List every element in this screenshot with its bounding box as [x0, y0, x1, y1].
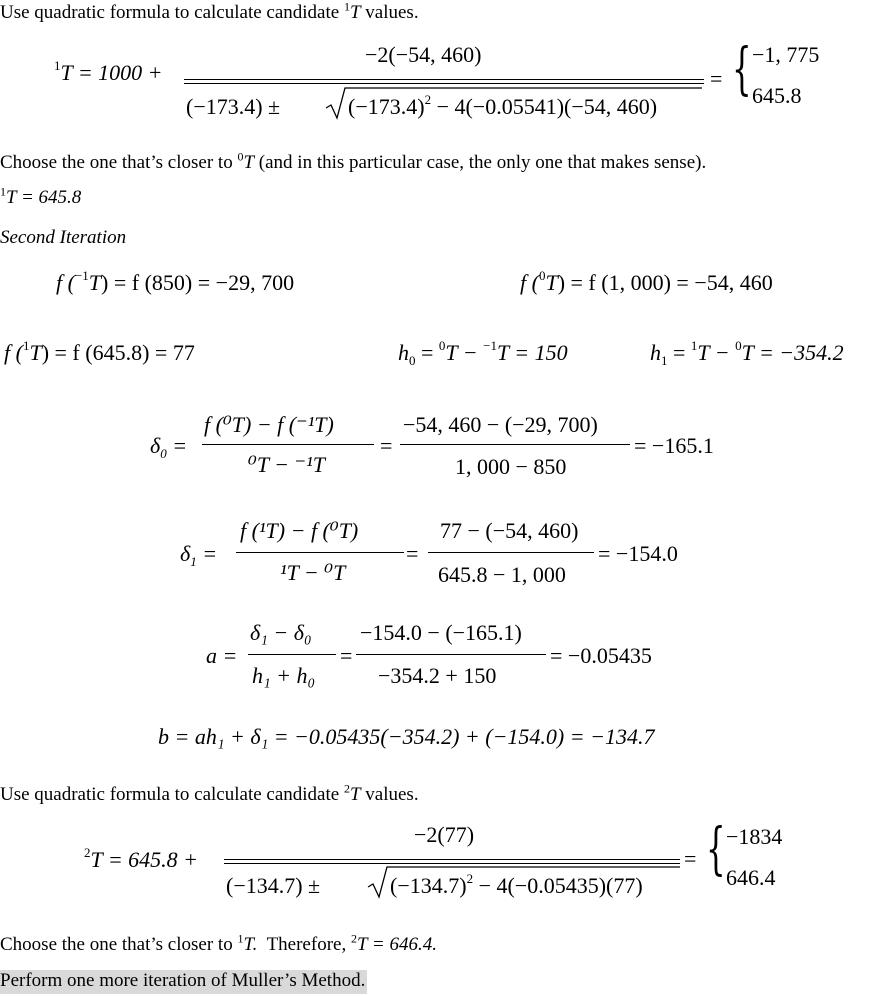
h0-sub: 0: [409, 353, 416, 368]
intro-text-1-body: Use quadratic formula to calculate candidate: [0, 2, 340, 23]
choose-text-2-end: T = 646.4.: [356, 934, 437, 955]
delta1-num2: 77 − (−54, 460): [440, 518, 579, 543]
eq2-denominator-a: (−134.7) ±: [226, 873, 321, 898]
eq1-lhs-sup: 1: [54, 58, 61, 73]
delta0-lhs: $\delta_0$ =: [150, 433, 188, 461]
eq1-case-1: −1, 775: [752, 42, 820, 67]
h1-sup1: 1: [690, 338, 698, 353]
delta0-bar1: [202, 444, 374, 445]
eq2-case-1: −1834: [726, 824, 783, 849]
a-num2: −154.0 − (−165.1): [360, 620, 522, 645]
choose-text-2-mid: Therefore,: [266, 934, 347, 955]
h0-lhs: h: [398, 340, 409, 365]
f-1-lhs: f (: [4, 340, 23, 365]
exercise-prompt: Perform one more iteration of Muller’s Method.: [0, 970, 367, 994]
h1-eq: =: [673, 340, 686, 365]
f-minus1-lhs: f (: [56, 270, 75, 295]
f-minus1-var: T: [88, 270, 102, 295]
f-0-var: T: [545, 270, 558, 295]
eq1-lhs: [54, 60, 163, 89]
h1-b: T = −354.2: [741, 340, 844, 365]
f-1-sup: 1: [22, 338, 30, 353]
a-result: = −0.05435: [550, 643, 652, 668]
result-1-text: T = 645.8: [6, 187, 82, 208]
intro-text-1-sup: 1: [343, 0, 350, 14]
delta1-symbol: δ: [180, 541, 191, 566]
delta0-num2: −54, 460 − (−29, 700): [403, 412, 598, 437]
intro-text-2-var: T: [349, 784, 361, 805]
choose-text-2-body: Choose the one that’s closer to: [0, 934, 233, 955]
a-bar2: [356, 654, 546, 655]
eq2-lhs: [84, 847, 198, 876]
intro-text-1: [0, 2, 419, 24]
eq1-denominator-b-text: (−173.4): [348, 94, 425, 119]
f-1-equation: [4, 340, 195, 369]
eq2-lhs-sup: 2: [84, 845, 91, 860]
f-0-lhs: f (: [520, 270, 539, 295]
h1-sup2: 0: [735, 338, 742, 353]
intro-text-1-end: values.: [365, 2, 419, 23]
choose-text-1-end: (and in this particular case, the only one that makes sense).: [258, 152, 707, 173]
f-minus1-rhs: ) = f (850) = −29, 700: [101, 270, 295, 295]
eq1-case-2: 645.8: [752, 83, 802, 108]
f-0-rhs: ) = f (1, 000) = −54, 460: [557, 270, 773, 295]
choose-text-2-sup2: 2: [350, 931, 357, 946]
choose-text-2: [0, 931, 437, 956]
delta1-sub: 1: [190, 554, 197, 569]
eq2-case-2: 646.4: [726, 865, 776, 890]
h0-sup1: 0: [438, 338, 446, 353]
f-0-equation: [520, 270, 773, 299]
intro-text-1-var: T: [349, 2, 361, 23]
eq1-fraction-bar: [184, 79, 704, 84]
f-0-sup: 0: [538, 268, 546, 283]
result-1-sup: 1: [0, 184, 6, 199]
eq1-numerator: −2(−54, 460): [365, 42, 482, 67]
delta1-den1: ¹T − ⁰T: [280, 560, 346, 585]
eq1-equals: =: [710, 66, 723, 91]
eq1-exp: 2: [424, 92, 432, 107]
b-equation: b = ah₁ + δ₁ = −0.05435(−354.2) + (−154.0) = −134.7: [158, 724, 655, 749]
eq2-denominator-b-text: (−134.7): [390, 873, 467, 898]
eq1-denominator-c: − 4(−0.05541)(−54, 460): [436, 94, 658, 119]
delta0-den2: 1, 000 − 850: [455, 454, 567, 479]
eq1-brace-icon: {: [732, 37, 752, 102]
intro-text-2-body: Use quadratic formula to calculate candidate: [0, 784, 340, 805]
f-1-var: T: [29, 340, 42, 365]
delta0-num1: f (⁰T) − f (⁻¹T): [204, 412, 334, 437]
delta1-num1: f (¹T) − f (⁰T): [240, 518, 359, 543]
choose-text-2-var: T.: [243, 934, 258, 955]
a-symbol: a: [206, 643, 217, 668]
h0-a: T −: [445, 340, 478, 365]
h0-sup2: −1: [483, 338, 497, 353]
choose-text-2-sup: 1: [237, 931, 244, 946]
a-lhs: a =: [206, 643, 238, 668]
a-eq2: =: [340, 643, 353, 668]
result-1: [0, 184, 82, 209]
eq2-brace-icon: {: [706, 817, 726, 882]
h1-equation: [650, 340, 844, 369]
eq2-denominator-b: [390, 873, 643, 902]
a-den2: −354.2 + 150: [378, 663, 497, 688]
eq2-denominator-c: − 4(−0.05435)(77): [478, 873, 643, 898]
delta1-lhs: $\delta_1$ =: [180, 541, 218, 569]
choose-text-1-sup: 0: [237, 149, 244, 164]
f-1-rhs: ) = f (645.8) = 77: [41, 340, 195, 365]
intro-text-2-sup: 2: [343, 781, 350, 796]
eq2-lhs-text: T = 645.8 +: [90, 847, 199, 872]
eq1-denominator-b: [348, 94, 657, 123]
eq2-fraction-bar: [224, 859, 680, 864]
a-bar1: [248, 654, 336, 655]
delta0-result: = −165.1: [634, 433, 714, 458]
delta1-den2: 645.8 − 1, 000: [438, 562, 566, 587]
delta0-bar2: [400, 444, 630, 445]
a-num1: δ₁ − δ₀: [250, 620, 312, 645]
intro-text-2-end: values.: [365, 784, 419, 805]
choose-text-1-body: Choose the one that’s closer to: [0, 152, 233, 173]
f-minus1-equation: [56, 270, 294, 299]
delta1-bar2: [428, 552, 594, 553]
a-den1: h₁ + h₀: [252, 663, 316, 688]
choose-text-1-var: T: [243, 152, 255, 173]
delta1-eq2: =: [406, 541, 419, 566]
delta0-eq2: =: [380, 433, 393, 458]
delta1-bar1: [236, 552, 404, 553]
section-heading: Second Iteration: [0, 227, 127, 248]
delta1-result: = −154.0: [598, 541, 678, 566]
h1-sub: 1: [661, 353, 668, 368]
delta0-symbol: δ: [150, 433, 161, 458]
eq1-denominator-a: (−173.4) ±: [186, 94, 281, 119]
h1-lhs: h: [650, 340, 661, 365]
eq2-exp: 2: [466, 871, 474, 886]
eq1-lhs-text: T = 1000 +: [60, 60, 163, 85]
h1-a: T −: [697, 340, 730, 365]
f-minus1-sup: −1: [74, 268, 89, 283]
delta0-den1: ⁰T − ⁻¹T: [248, 452, 325, 477]
intro-text-2: [0, 781, 419, 806]
delta0-sub: 0: [160, 446, 167, 461]
eq2-numerator: −2(77): [414, 822, 475, 847]
h0-b: T = 150: [496, 340, 568, 365]
eq2-equals: =: [684, 846, 697, 871]
h0-eq: =: [421, 340, 434, 365]
choose-text-1: [0, 149, 707, 174]
h0-equation: [398, 340, 568, 369]
